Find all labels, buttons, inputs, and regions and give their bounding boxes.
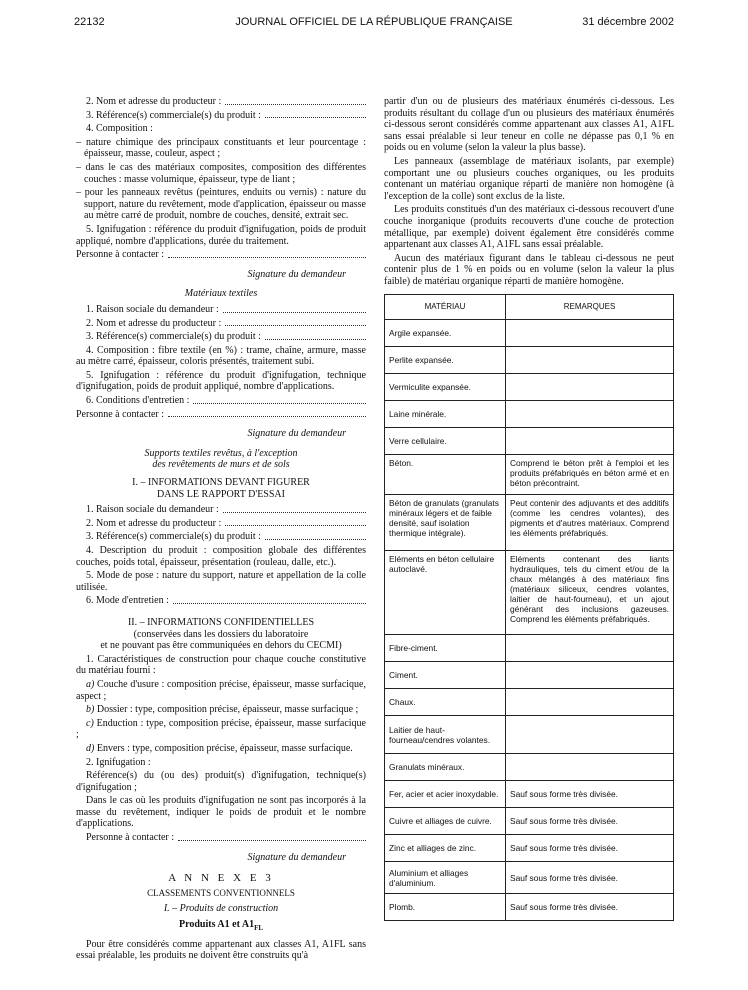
material-cell: Vermiculite expansée. [385,374,506,401]
remarks-cell [506,689,674,716]
paragraph: 4. Description du produit : composition globale des différentes couches, poids total, épaisseur, présentation (rouleau, dalle, etc.). [76,545,366,568]
subsection-note: et ne pouvant pas être communiquées en dehors du CECMI) [100,640,342,652]
section-title: Supports textiles revêtus, à l'exception [144,447,298,459]
left-column [76,96,366,964]
paragraph: 2. Ignifugation : [86,756,151,768]
remarks-cell: Sauf sous forme très divisée. [506,781,674,808]
form-field: 3. Référence(s) commerciale(s) du produit : [76,331,366,343]
table-row [385,401,674,428]
right-column [384,96,674,290]
remarks-cell [506,428,674,455]
remarks-cell: Sauf sous forme très divisée. [506,835,674,862]
material-cell: Laine minérale. [385,401,506,428]
remarks-cell [506,662,674,689]
form-field: 1. Raison sociale du demandeur : [76,304,366,316]
form-field: 1. Raison sociale du demandeur : [76,504,366,516]
form-field: 2. Nom et adresse du producteur : [76,96,366,108]
subsection-note: (conservées dans les dossiers du laboratoire [133,628,309,640]
section-title: I. – Produits de construction [163,903,279,915]
material-cell: Ciment. [385,662,506,689]
remarks-cell [506,754,674,781]
form-field: 2. Nom et adresse du producteur : [76,518,366,530]
table-row [385,428,674,455]
table-row [385,455,674,495]
table-row [385,894,674,921]
table-row [385,374,674,401]
column-header-material: MATÉRIAU [385,295,506,320]
material-cell: Granulats minéraux. [385,754,506,781]
signature-line: Signature du demandeur [247,428,346,440]
paragraph: Aucun des matériaux figurant dans le tableau ci-dessous ne peut contenir plus de 1 % en poids ou en volume (selon la valeur la plus faible) de matériau organique réparti de manière homogène. [384,252,674,287]
material-cell: Eléments en béton cellulaire autoclavé. [385,551,506,635]
table-row [385,495,674,551]
signature-line: Signature du demandeur [247,851,346,863]
form-field: 3. Référence(s) commerciale(s) du produit : [76,110,366,122]
remarks-cell [506,635,674,662]
table-row [385,635,674,662]
table-row [385,716,674,754]
remarks-cell [506,320,674,347]
paragraph: 1. Caractéristiques de construction pour chaque couche constitutive du matériau fourni : [76,653,366,677]
material-cell: Fibre-ciment. [385,635,506,662]
material-cell: Aluminium et alliages d'aluminium. [385,862,506,894]
page-number: 22132 [74,16,105,28]
material-cell: Fer, acier et acier inoxydable. [385,781,506,808]
table-row [385,689,674,716]
material-cell: Chaux. [385,689,506,716]
annex-title: A N N E X E 3 [168,872,274,885]
form-field: Personne à contacter : [76,832,366,844]
remarks-cell: Sauf sous forme très divisée. [506,808,674,835]
annex-subtitle: CLASSEMENTS CONVENTIONNELS [147,887,295,898]
paragraph: 5. Ignifugation : référence du produit d'ignifugation, technique d'ignifugation, poids de produit appliqué, nombre d'applications. [76,369,366,393]
paragraph: Référence(s) du (ou des) produit(s) d'ignifugation, technique(s) d'ignifugation ; [76,770,366,793]
material-cell: Laitier de haut-fourneau/cendres volantes. [385,716,506,754]
table-row [385,551,674,635]
material-cell: Argile expansée. [385,320,506,347]
subsection-title: DANS LE RAPPORT D'ESSAI [157,488,285,500]
table-row [385,662,674,689]
signature-line: Signature du demandeur [247,268,346,280]
journal-title: JOURNAL OFFICIEL DE LA RÉPUBLIQUE FRANÇAISE [235,16,513,28]
material-cell: Cuivre et alliages de cuivre. [385,808,506,835]
section-heading: Produits A1 et $A1_{FL}$ [178,919,264,933]
paragraph: partir d'un ou de plusieurs des matériaux énumérés ci-dessous. Les produits résultant du collage d'un ou plusieurs des matériaux énumérés ci-dessous seront considérés comme appartenant aux classes A1, A1FL sans essai préalable si leur teneur en colle ne dépasse pas 0,1 % en poids ou en volume (selon la valeur la plus basse). [384,96,674,154]
remarks-cell [506,401,674,428]
list-item: c) Enduction : type, composition précise, épaisseur, masse surfacique ; [76,717,366,741]
material-cell: Perlite expansée. [385,347,506,374]
paragraph: Pour être considérés comme appartenant aux classes A1, A1FL sans essai préalable, les produits ne doivent être construits qu'à [76,938,366,962]
list-item: – pour les panneaux revêtus (peintures, enduits ou vernis) : nature du support, nature du revêtement, mode d'application, épaisseur ou masse au mètre carré de produit, nombre de couches, densité, extrait sec. [76,187,366,222]
table-row [385,781,674,808]
remarks-cell [506,347,674,374]
remarks-cell: Peut contenir des adjuvants et des additifs (comme les cendres volantes), des pigments et d'autres matériaux. Comprend les éléments préfabriqués. [506,495,674,551]
section-title: Matériaux textiles [184,288,258,300]
list-item: d) Envers : type, composition précise, épaisseur, masse surfacique. [86,742,353,754]
table-row [385,808,674,835]
table-row [385,320,674,347]
remarks-cell [506,374,674,401]
table-row [385,862,674,894]
paragraph: Les panneaux (assemblage de matériaux isolants, par exemple) comportant une ou plusieurs couches organiques, ou les produits contenant un matériau organique réparti de manière non homogène (à l'exception de la colle) sont exclus de la liste. [384,155,674,202]
material-cell: Verre cellulaire. [385,428,506,455]
form-field: Personne à contacter : [76,409,366,421]
form-field: Personne à contacter : [76,249,366,261]
material-cell: Béton. [385,455,506,495]
form-field: 4. Composition : [86,123,153,135]
column-header-remarks: REMARQUES [506,295,674,320]
form-field: 6. Conditions d'entretien : [76,395,366,407]
paragraph: Les produits constitués d'un des matériaux ci-dessous recouvert d'une couche inorganique (produits recouverts d'une couche de protection métallique, par exemple) doivent également être considérés comme appartenant aux classes A1, A1FL sans essai préalable. [384,204,674,251]
list-item: b) Dossier : type, composition précise, épaisseur, masse surfacique ; [86,704,359,716]
paragraph: Dans le cas où les produits d'ignifugation ne sont pas incorporés à la masse du revêtement, indiquer le poids de produit et le nombre d'applications. [76,795,366,830]
form-field: 3. Référence(s) commerciale(s) du produit : [76,531,366,543]
remarks-cell: Sauf sous forme très divisée. [506,894,674,921]
paragraph: 5. Ignifugation : référence du produit d'ignifugation, poids de produit appliqué, nombre d'applications, durée du traitement. [76,223,366,247]
page-header [74,16,674,34]
material-cell: Plomb. [385,894,506,921]
table-row [385,754,674,781]
remarks-cell [506,716,674,754]
remarks-cell: Comprend le béton prêt à l'emploi et les produits préfabriqués en béton armé et en béton précontraint. [506,455,674,495]
issue-date: 31 décembre 2002 [582,16,674,28]
materials-table [384,294,674,921]
remarks-cell: Eléments contenant des liants hydrauliques, tels du ciment et/ou de la chaux mélangés à des matériaux fins (matériaux siliceux, cendres volantes, laitier de haut-fourneau), et un ajout générant des inclusions gazeuses. Comprend les éléments préfabriqués. [506,551,674,635]
paragraph: 5. Mode de pose : nature du support, nature et appellation de la colle utilisée. [76,570,366,593]
list-item: – nature chimique des principaux constituants et leur pourcentage : épaisseur, masse, couleur, aspect ; [76,136,366,160]
paragraph: 4. Composition : fibre textile (en %) : trame, chaîne, armure, masse au mètre carré, épaisseur, coloris présentés, traitement subi. [76,344,366,368]
table-row [385,835,674,862]
table-row [385,347,674,374]
material-cell: Zinc et alliages de zinc. [385,835,506,862]
remarks-cell: Sauf sous forme très divisée. [506,862,674,894]
section-title: des revêtements de murs et de sols [152,459,290,471]
subsection-title: I. – INFORMATIONS DEVANT FIGURER [132,477,310,489]
form-field: 2. Nom et adresse du producteur : [76,318,366,330]
material-cell: Béton de granulats (granulats minéraux légers et de faible densité, sauf isolation thermique intégrale). [385,495,506,551]
subsection-title: II. – INFORMATIONS CONFIDENTIELLES [127,616,315,628]
form-field: 6. Mode d'entretien : [76,595,366,607]
list-item: a) Couche d'usure : composition précise, épaisseur, masse surfacique, aspect ; [76,678,366,702]
list-item: – dans le cas des matériaux composites, composition des différentes couches : masse volumique, épaisseur, type de liant ; [76,161,366,185]
